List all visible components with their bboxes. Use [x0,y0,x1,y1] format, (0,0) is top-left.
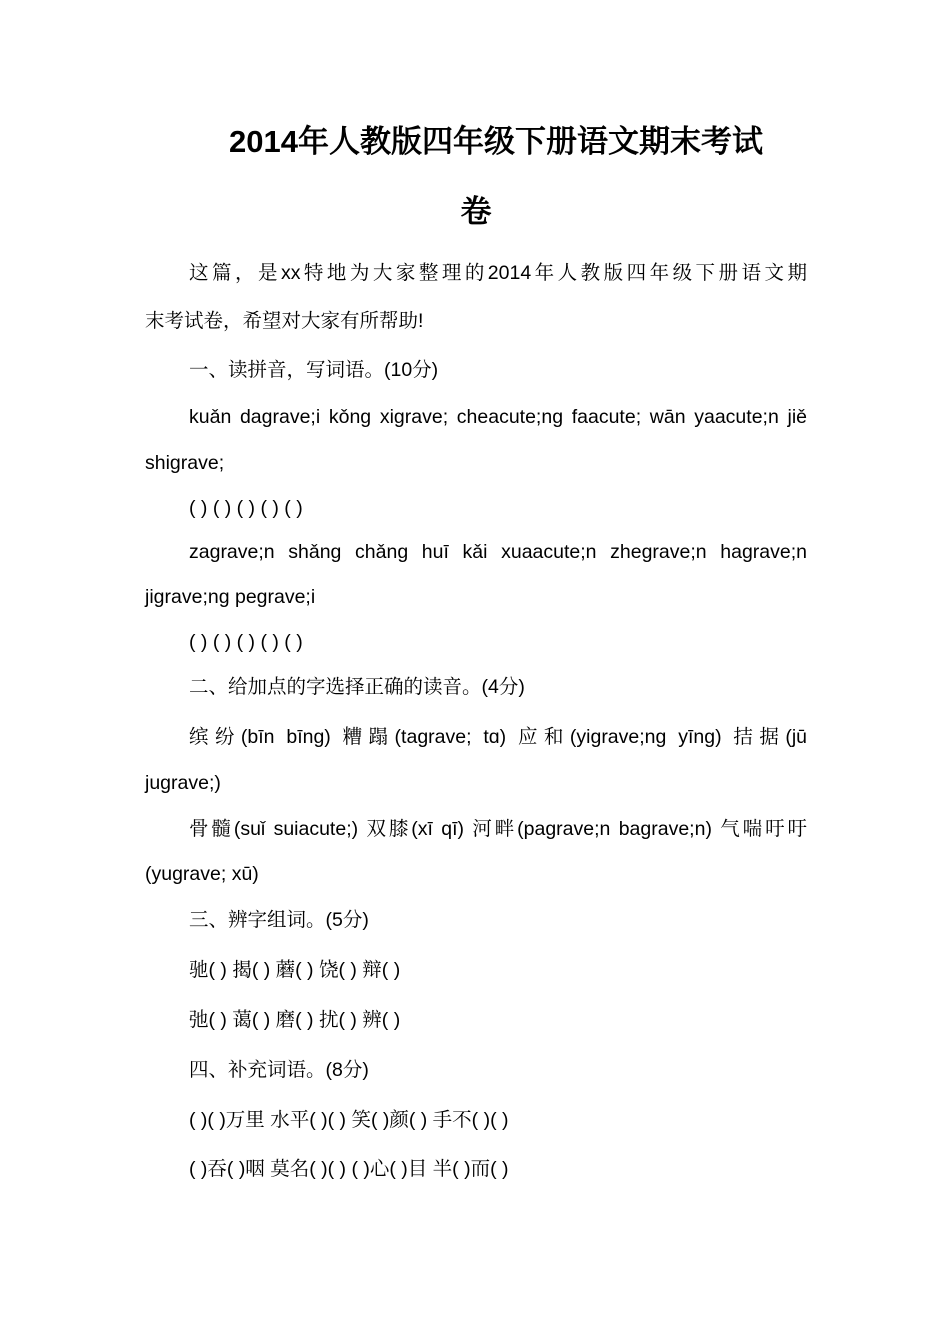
section-2-heading: 二、给加点的字选择正确的读音。(4分) [189,676,525,698]
reading-choice-row-1: 缤纷(bīn bīng) 糟蹋(tagrave; tɑ) 应和(yigrave;ng yīng) 拮据(jū [189,726,807,748]
intro-paragraph-continued: 末考试卷，希望对大家有所帮助! [145,310,424,332]
section-4-heading: 四、补充词语。(8分) [189,1059,369,1081]
section-3-heading: 三、辨字组词。(5分) [189,909,369,931]
section-1-heading: 一、读拼音，写词语。(10分) [189,359,439,381]
answer-blanks-b: ( ) ( ) ( ) ( ) ( ) [189,631,303,653]
pinyin-row-a-continued: shigrave; [145,452,225,474]
idiom-row-1: ( )( )万里 水平( )( ) 笑( )颜( ) 手不( )( ) [189,1109,509,1131]
idiom-row-2: ( )吞( )咽 莫名( )( ) ( )心( )目 半( )而( ) [189,1158,509,1180]
pinyin-row-b-continued: jigrave;ng pegrave;i [145,586,316,608]
character-group-row-2: 弛( ) 蔼( ) 磨( ) 扰( ) 辨( ) [189,1009,401,1031]
answer-blanks-a: ( ) ( ) ( ) ( ) ( ) [189,497,303,519]
document-title: 2014年人教版四年级下册语文期末考试 [229,124,763,159]
reading-choice-row-1-continued: jugrave;) [145,772,221,794]
intro-paragraph: 这篇，是xx特地为大家整理的2014年人教版四年级下册语文期 [189,262,807,284]
pinyin-row-a: kuǎn dagrave;i kǒng xigrave; cheacute;ng faacute; wān yaacute;n jiě [189,406,807,428]
document-title-continued: 卷 [460,194,492,229]
reading-choice-row-2-continued: (yugrave; xū) [145,863,259,885]
pinyin-row-b: zagrave;n shǎng chǎng huī kǎi xuaacute;n zhegrave;n hagrave;n [189,541,807,563]
character-group-row-1: 驰( ) 揭( ) 蘑( ) 饶( ) 辩( ) [189,959,401,981]
reading-choice-row-2: 骨髓(suǐ suiacute;) 双膝(xī qī) 河畔(pagrave;n bagrave;n) 气喘吁吁 [189,818,807,840]
